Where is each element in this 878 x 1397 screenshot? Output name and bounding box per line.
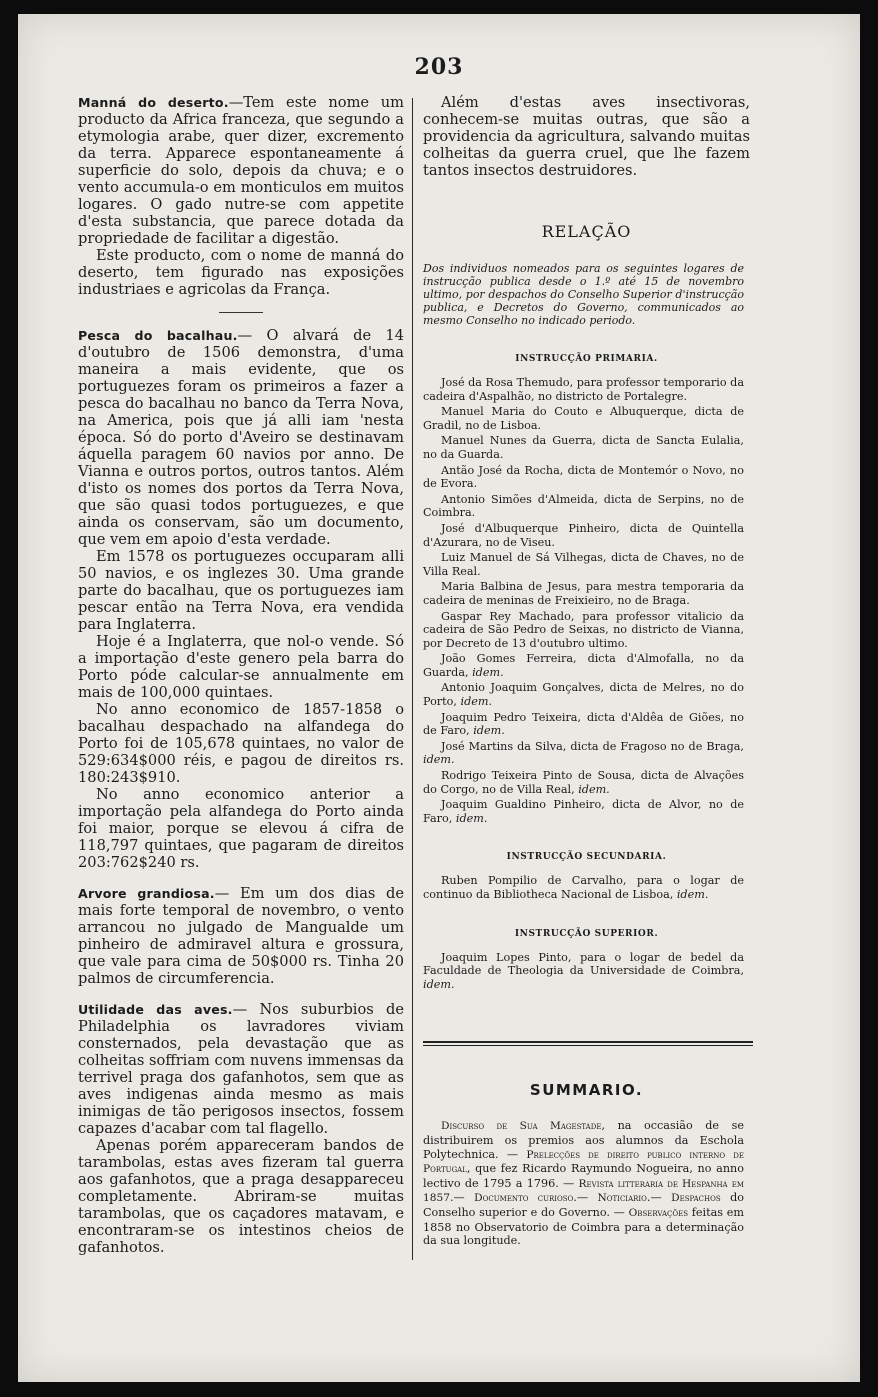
appointment-entry: Joaquim Pedro Teixeira, dicta d'Aldêa de Giões, no de Faro, idem. bbox=[423, 710, 744, 738]
summario-term: Prelecções de direito publico interno de Portugal bbox=[423, 1148, 745, 1176]
appointment-entry: João Gomes Ferreira, dicta d'Almofalla, no da Guarda, idem. bbox=[423, 652, 744, 679]
article-aves bbox=[78, 1001, 404, 1256]
article-paragraph: No anno economico de 1857-1858 o bacalhau despachado na alfandega do Porto foi de 105,678 quintaes, no valor de 529:634$000 réis, e pagou de direitos rs. 180:243$910. bbox=[78, 701, 404, 786]
summario-term: Despachos bbox=[671, 1192, 721, 1205]
appointment-entry: Manuel Nunes da Guerra, dicta de Sancta Eulalia, no da Guarda. bbox=[423, 434, 744, 461]
secundaria-list bbox=[423, 874, 750, 901]
section-divider bbox=[219, 312, 263, 313]
article-paragraph: No anno economico anterior a importação pela alfandega do Porto ainda foi maior, porque se elevou á cifra de 118,797 quintaes, que pagaram de direitos 203:762$240 rs. bbox=[78, 786, 404, 871]
appointment-entry: Ruben Pompilio de Carvalho, para o logar de continuo da Bibliotheca Nacional de Lisboa, idem. bbox=[423, 874, 744, 901]
article-paragraph: Utilidade das aves.— Nos suburbios de Philadelphia os lavradores viviam consternados, pela devastação que as colheitas soffriam com nuvens immensas da terrivel praga dos gafanhotos, sem que as aves indigenas ainda mesmo as mais inimigas de tão perigosos insectos, fossem capazes d'acabar com tal flagello. bbox=[78, 1001, 404, 1137]
left-column bbox=[78, 94, 404, 1256]
double-rule-divider bbox=[423, 1041, 753, 1046]
summario-term: Documento curioso bbox=[474, 1192, 574, 1205]
column-divider bbox=[412, 98, 413, 1260]
section-heading-secundaria: INSTRUCÇÃO SECUNDARIA. bbox=[506, 852, 667, 863]
article-paragraph: Pesca do bacalhau.— O alvará de 14 d'outubro de 1506 demonstra, d'uma maneira a mais evidente, que os portuguezes foram os primeiros a fazer a pesca do bacalhau no banco da Terra Nova, na America, pois que já alli iam 'nesta época. Só do porto d'Aveiro se destinavam áquella paragem 60 navios por anno. De Vianna e outros portos, outros tantos. Além d'isto os nomes dos portos da Terra Nova, que são quasi todos portuguezes, e que ainda os conservam, são um documento, que vem em apoio d'esta verdade. bbox=[78, 327, 405, 548]
article-manna bbox=[78, 94, 404, 313]
article-paragraph: Manná do deserto.—Tem este nome um producto da Africa franceza, que segundo a etymologia arabe, quer dizer, excremento da terra. Apparece espontaneamente á superficie do solo, depois da chuva; e o vento accumula-o em monticulos em muitos logares. O gado nutre-se com appetite d'esta substancia, que parece dotada da propriedade de facilitar a digestão. bbox=[78, 94, 404, 247]
appointment-entry: Joaquim Gualdino Pinheiro, dicta de Alvor, no de Faro, idem. bbox=[423, 798, 744, 825]
section-heading-primaria: INSTRUCÇÃO PRIMARIA. bbox=[515, 354, 658, 364]
article-heading: Arvore grandiosa. bbox=[78, 886, 215, 901]
appointment-entry: Antonio Joaquim Gonçalves, dicta de Melres, no do Porto, idem. bbox=[423, 681, 744, 709]
section-heading-superior: INSTRUCÇÃO SUPERIOR. bbox=[514, 928, 659, 939]
article-heading: Pesca do bacalhau. bbox=[78, 328, 238, 343]
page-number: 203 bbox=[414, 54, 464, 80]
summario-term: Observações bbox=[628, 1206, 688, 1219]
article-heading: Manná do deserto. bbox=[78, 95, 229, 110]
summario-body: Discurso de Sua Magestade, na occasião de se distribuirem os premios aos alumnos da Eschola Polytechnica. — Prelecções de direito publico interno de Portugal, que fez Ricardo Raymundo Nogueira, no anno lectivo de 1795 a 1796. — Revista litteraria de Hespanha em 1857.— Documento curioso.— Noticiario.— Despachos do Conselho superior e do Governo. — Observações feitas em 1858 no Observatorio de Coimbra para a determinação da sua longitude. bbox=[423, 1119, 745, 1248]
appointment-entry: Rodrigo Teixeira Pinto de Sousa, dicta de Alvações do Corgo, no de Villa Real, idem. bbox=[423, 769, 744, 796]
summario-title: SUMMARIO. bbox=[529, 1081, 644, 1100]
appointment-entry: Maria Balbina de Jesus, para mestra temporaria da cadeira de meninas de Freixieiro, no de Braga. bbox=[423, 580, 744, 607]
appointment-entry: Antonio Simões d'Almeida, dicta de Serpins, no de Coimbra. bbox=[423, 492, 744, 520]
article-paragraph: Em 1578 os portuguezes occuparam alli 50 navios, e os inglezes 30. Uma grande parte do bacalhau, que os portuguezes iam pescar então na Terra Nova, era vendida para Inglaterra. bbox=[78, 548, 404, 633]
appointment-entry: José da Rosa Themudo, para professor temporario da cadeira d'Aspalhão, no districto de Portalegre. bbox=[423, 376, 744, 403]
primaria-list bbox=[423, 376, 750, 825]
appointment-entry: Luiz Manuel de Sá Vilhegas, dicta de Chaves, no de Villa Real. bbox=[423, 551, 744, 578]
right-column bbox=[423, 94, 750, 1248]
appointment-entry: Manuel Maria do Couto e Albuquerque, dicta de Gradil, no de Lisboa. bbox=[423, 405, 744, 432]
article-paragraph: Arvore grandiosa.— Em um dos dias de mais forte temporal de novembro, o vento arrancou no julgado de Mangualde um pinheiro de admiravel altura e grossura, que vale para cima de 50$000 rs. Tinha 20 palmos de circumferencia. bbox=[78, 885, 404, 987]
article-paragraph: Este producto, com o nome de manná do deserto, tem figurado nas exposições industriaes e agricolas da França. bbox=[78, 247, 404, 298]
article-bacalhau bbox=[78, 327, 404, 871]
superior-list bbox=[423, 951, 750, 992]
appointment-entry: Antão José da Rocha, dicta de Montemór o Novo, no de Evora. bbox=[423, 463, 744, 491]
summario-term: Noticiario bbox=[597, 1192, 647, 1205]
summario-term: Revista litteraria de Hespanha em 1857 bbox=[423, 1177, 744, 1205]
appointment-entry: José d'Albuquerque Pinheiro, dicta de Quintella d'Azurara, no de Viseu. bbox=[423, 521, 744, 549]
article-continuation: Além d'estas aves insectivoras, conhecem-se muitas outras, que são a providencia da agricultura, salvando muitas colheitas da guerra cruel, que lhe fazem tantos insectos destruidores. bbox=[423, 94, 750, 179]
article-arvore bbox=[78, 885, 404, 987]
relacao-title: RELAÇÃO bbox=[541, 222, 632, 241]
appointment-entry: Gaspar Rey Machado, para professor vitalicio da cadeira de São Pedro de Seixas, no districto de Vianna, por Decreto de 13 d'outubro ultimo. bbox=[423, 609, 744, 650]
page-sheet bbox=[18, 14, 860, 1382]
article-paragraph: Apenas porém appareceram bandos de tarambolas, estas aves fizeram tal guerra aos gafanhotos, que a praga desappareceu completamente. Abriram-se muitas tarambolas, que os caçadores matavam, e encontraram-se os intestinos cheios de gafanhotos. bbox=[78, 1137, 404, 1256]
summario-term: Discurso de Sua Magestade bbox=[441, 1120, 602, 1133]
relacao-intro: Dos individuos nomeados para os seguintes logares de instrucção publica desde o 1.º até 15 de novembro ultimo, por despachos do Conselho Superior d'instrucção publica, e Decretos do Governo, communicados ao mesmo Conselho no indicado periodo. bbox=[423, 262, 744, 327]
article-paragraph: Hoje é a Inglaterra, que nol-o vende. Só a importação d'este genero pela barra do Porto póde calcular-se annualmente em mais de 100,000 quintaes. bbox=[78, 633, 404, 701]
article-heading: Utilidade das aves. bbox=[78, 1002, 233, 1017]
appointment-entry: José Martins da Silva, dicta de Fragoso no de Braga, idem. bbox=[423, 739, 744, 767]
appointment-entry: Joaquim Lopes Pinto, para o logar de bedel da Faculdade de Theologia da Universidade de Coimbra, idem. bbox=[423, 950, 744, 991]
